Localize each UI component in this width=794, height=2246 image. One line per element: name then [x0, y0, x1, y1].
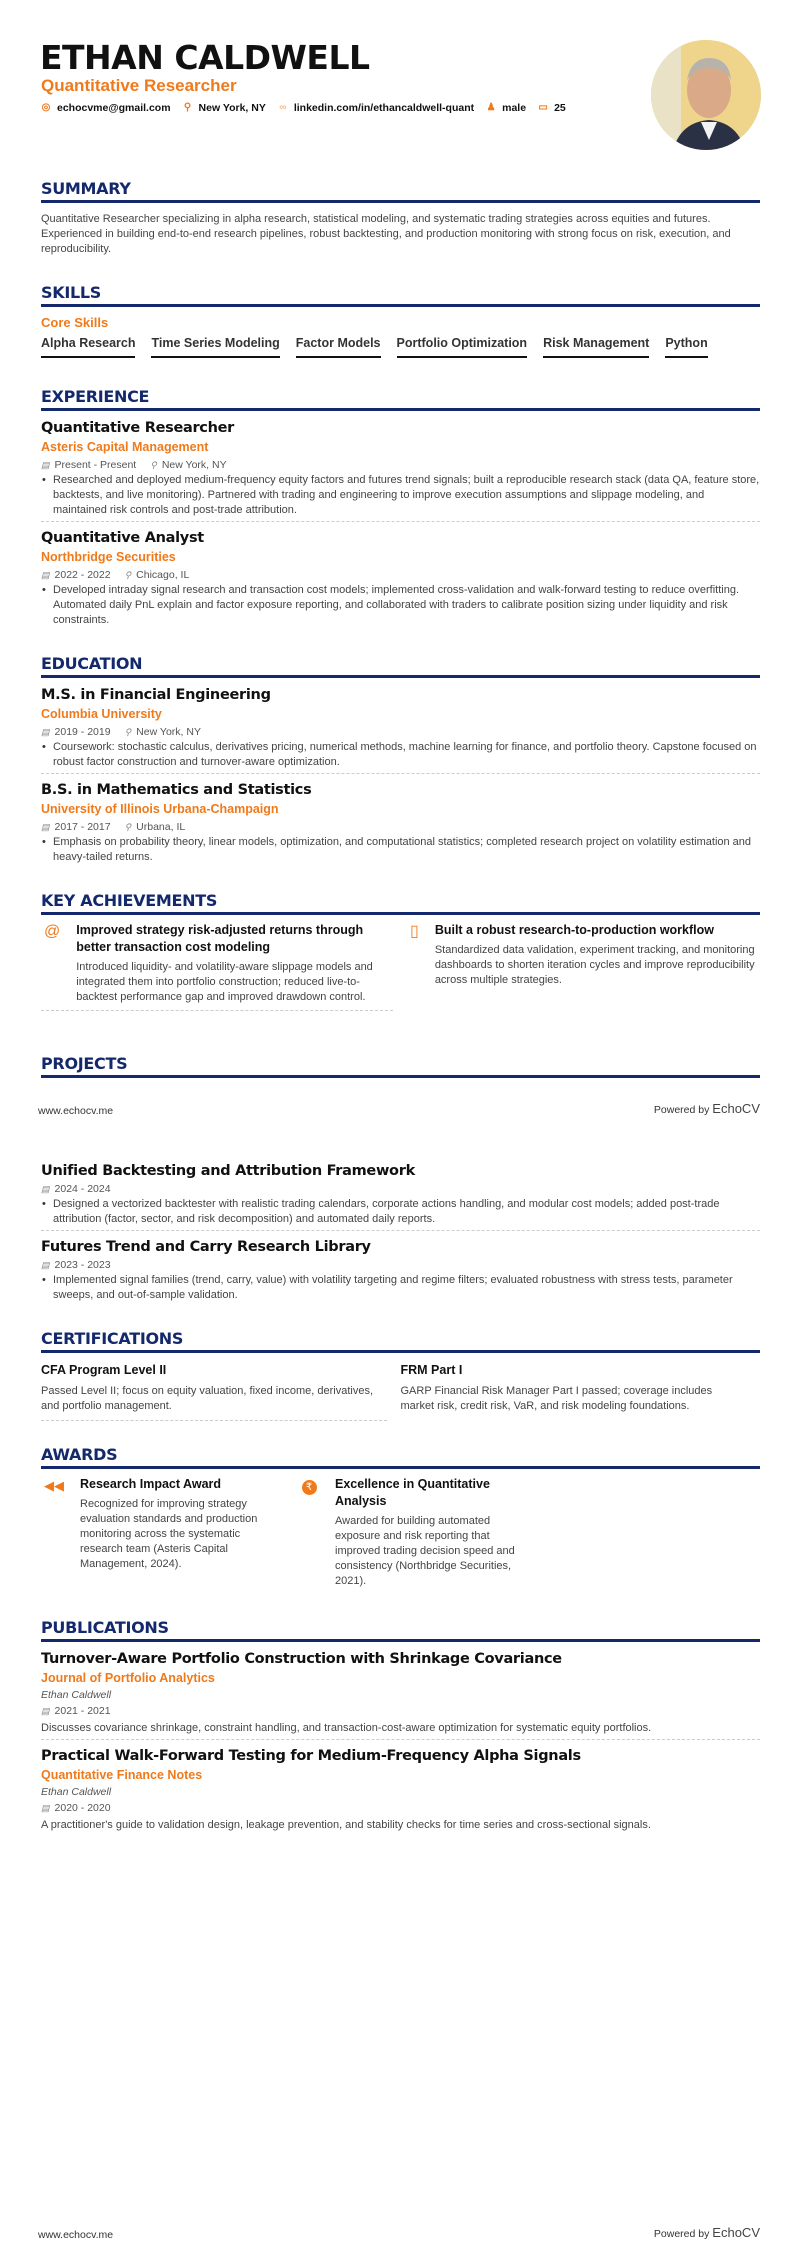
projects-list [41, 1161, 760, 1312]
degree: B.S. in Mathematics and Statistics [41, 782, 312, 798]
publication-entry [41, 1746, 760, 1836]
section-heading: EDUCATION [41, 654, 760, 678]
skill-tag: Portfolio Optimization [397, 334, 528, 358]
skill-group-title: Core Skills [41, 315, 109, 330]
achievement-text: Standardized data validation, experiment tracking, and monitoring dashboards to shorten iteration cycles and improve reproducibility across multiple strategies. [434, 944, 755, 986]
certification-text: Passed Level II; focus on equity valuation, fixed income, derivatives, and portfolio management. [41, 1385, 374, 1412]
company-name: Northbridge Securities [41, 550, 176, 564]
contact-location [183, 100, 266, 116]
footer-powered-by [654, 1102, 760, 1117]
school-name: University of Illinois Urbana-Champaign [41, 802, 279, 816]
bullet-point: • Implemented signal families (trend, carry, value) with volatility targeting and regime filters; evaluated robustness with stress tests, parameter sweeps, and out-of-sample validation. [41, 1273, 760, 1303]
awards-section [41, 1445, 760, 1589]
dates: 2024 - 2024 [54, 1183, 111, 1195]
award-title: Research Impact Award [80, 1477, 222, 1491]
calendar-icon: ▭ [538, 102, 548, 113]
footer-site-link[interactable]: www.echocv.me [38, 1105, 114, 1117]
location: New York, NY [161, 459, 227, 471]
calendar-icon: ▤ [41, 460, 50, 470]
journal-name: Quantitative Finance Notes [41, 1768, 203, 1782]
publication-title: Practical Walk-Forward Testing for Medium-Frequency Alpha Signals [41, 1748, 581, 1764]
dates: Present - Present [54, 459, 137, 471]
skills-section [41, 283, 760, 358]
certification-item [401, 1362, 747, 1421]
section-heading: SKILLS [41, 283, 760, 307]
brand-logo: EchoCV [712, 1101, 760, 1116]
dates: 2021 - 2021 [54, 1705, 111, 1717]
education-entry [41, 685, 760, 774]
calendar-icon: ▤ [41, 1706, 50, 1716]
powered-label: Powered by [653, 1104, 710, 1116]
award-item [41, 1476, 296, 1589]
person-icon: ♟ [486, 102, 496, 113]
experience-entry [41, 418, 760, 522]
achievement-text: Introduced liquidity- and volatility-aware slippage models and integrated them into portfolio construction; reduced live-to-backtest performance gap and improved drawdown control. [76, 961, 373, 1003]
publication-title: Turnover-Aware Portfolio Construction with Shrinkage Covariance [41, 1651, 562, 1667]
email-icon: ◎ [41, 102, 51, 113]
author: Ethan Caldwell [41, 1786, 112, 1798]
footer-site-link[interactable]: www.echocv.me [38, 2229, 114, 2241]
dates: 2019 - 2019 [54, 726, 111, 738]
section-heading: EXPERIENCE [41, 387, 760, 411]
footer-powered-by [654, 2226, 760, 2241]
award-title: Excellence in Quantitative Analysis [335, 1477, 490, 1508]
journal-name: Journal of Portfolio Analytics [41, 1671, 215, 1685]
company-name: Asteris Capital Management [41, 440, 209, 454]
at-icon: @ [44, 923, 61, 940]
dates: 2020 - 2020 [54, 1802, 111, 1814]
achievement-item [407, 922, 759, 1011]
contact-bar [41, 100, 566, 116]
calendar-icon: ▤ [41, 727, 50, 737]
bullet-point: • Researched and deployed medium-frequency equity factors and futures trend signals; built a reproducible research stack (data QA, feature store, backtests, and live monitoring). Partnered with trading and engineering to improve execution assumptions and slippage modeling, and maintained risk controls and post-trade attribution. [41, 473, 760, 518]
section-heading: AWARDS [41, 1445, 760, 1469]
achievement-title: Improved strategy risk-adjusted returns through better transaction cost modeling [76, 923, 364, 954]
bullet-point: • Emphasis on probability theory, linear models, optimization, and computational statistics; completed research project on volatility estimation and heavy-tailed returns. [41, 835, 760, 865]
link-icon: ∞ [279, 102, 287, 113]
profile-photo [651, 40, 761, 150]
calendar-icon: ▤ [41, 1184, 50, 1194]
contact-age [538, 100, 566, 116]
school-name: Columbia University [41, 707, 162, 721]
powered-label: Powered by [653, 2228, 710, 2240]
projects-section [41, 1054, 760, 1078]
contact-text: linkedin.com/in/ethancaldwell-quant [293, 102, 475, 114]
contact-text: echocvme@gmail.com [57, 102, 171, 114]
publications-section [41, 1618, 760, 1842]
skill-tag: Alpha Research [41, 334, 135, 358]
dates: 2023 - 2023 [54, 1259, 111, 1271]
location-icon: ⚲ [124, 727, 132, 737]
summary-section [41, 179, 760, 257]
location-icon: ⚲ [183, 102, 192, 113]
certification-title: CFA Program Level II [41, 1363, 167, 1377]
education-section [41, 654, 760, 874]
award-text: Awarded for building automated exposure and risk reporting that improved trading decision speed and consistency (Northbridge Securities, 2021). [335, 1515, 515, 1587]
skill-tag: Time Series Modeling [151, 334, 279, 358]
candidate-name: ETHAN CALDWELL [40, 38, 370, 77]
achievement-title: Built a robust research-to-production workflow [434, 923, 714, 937]
contact-gender [486, 100, 526, 116]
publication-text: A practitioner's guide to validation design, leakage prevention, and stability checks for time series and cross-sectional signals. [41, 1819, 651, 1831]
mobile-icon: ▯ [410, 923, 419, 940]
project-title: Futures Trend and Carry Research Library [41, 1239, 371, 1255]
contact-text: male [502, 102, 527, 114]
calendar-icon: ▤ [41, 570, 50, 580]
skill-tag: Factor Models [296, 334, 381, 358]
location-icon: ⚲ [150, 460, 157, 470]
calendar-icon: ▤ [41, 822, 50, 832]
section-heading: PROJECTS [41, 1054, 760, 1078]
job-title: Quantitative Analyst [41, 530, 204, 546]
contact-text: 25 [554, 102, 566, 114]
bullet-point: • Coursework: stochastic calculus, derivatives pricing, numerical methods, machine learning for finance, and portfolio theory. Capstone focused on robust factor construction and turnover-aware optimization. [41, 740, 760, 770]
project-entry [41, 1237, 760, 1306]
section-heading: CERTIFICATIONS [41, 1329, 760, 1353]
section-heading: SUMMARY [41, 179, 760, 203]
project-title: Unified Backtesting and Attribution Framework [41, 1163, 415, 1179]
candidate-role: Quantitative Researcher [41, 76, 237, 95]
award-text: Recognized for improving strategy evaluation standards and production monitoring across the systematic research team (Asteris Capital Management, 2024). [80, 1498, 258, 1570]
location: New York, NY [136, 726, 201, 738]
location-icon: ⚲ [124, 822, 132, 832]
job-title: Quantitative Researcher [41, 420, 235, 436]
calendar-icon: ▤ [41, 1803, 50, 1813]
achievements-section [41, 891, 760, 1011]
location: Urbana, IL [136, 821, 186, 833]
skill-tag: Python [665, 334, 707, 358]
contact-linkedin[interactable] [278, 100, 474, 116]
section-heading: KEY ACHIEVEMENTS [41, 891, 760, 915]
certifications-section [41, 1329, 760, 1421]
experience-entry [41, 528, 760, 631]
skill-tag: Risk Management [543, 334, 649, 358]
bullet-point: • Developed intraday signal research and transaction cost models; implemented cross-validation and walk-forward testing to reduce overfitting. Automated daily PnL explain and factor exposure reporting, and collaborated with traders to calibrate position sizing under liquidity and risk constraints. [41, 583, 760, 628]
rewind-icon: ◀◀ [44, 1478, 64, 1493]
award-item [296, 1476, 551, 1589]
bullet-point: • Designed a vectorized backtester with realistic trading calendars, corporate actions handling, and modular cost models; added post-trade attribution (factor, sector, and risk decomposition) and automated daily reports. [41, 1197, 760, 1227]
achievement-item [41, 922, 393, 1011]
dates: 2017 - 2017 [54, 821, 111, 833]
brand-logo: EchoCV [712, 2225, 760, 2240]
certification-title: FRM Part I [400, 1363, 463, 1377]
rupee-icon: ₹ [299, 1476, 319, 1589]
section-heading: PUBLICATIONS [41, 1618, 760, 1642]
dates: 2022 - 2022 [54, 569, 111, 581]
certification-text: GARP Financial Risk Manager Part I passed; coverage includes market risk, credit risk, VaR, and risk modeling foundations. [400, 1385, 713, 1412]
calendar-icon: ▤ [41, 1260, 50, 1270]
contact-text: New York, NY [198, 102, 266, 114]
publication-text: Discusses covariance shrinkage, constraint handling, and transaction-cost-aware optimization for systematic equity portfolios. [41, 1722, 652, 1734]
education-entry [41, 780, 760, 868]
author: Ethan Caldwell [41, 1689, 112, 1701]
location: Chicago, IL [136, 569, 190, 581]
experience-section [41, 387, 760, 637]
contact-email[interactable] [41, 100, 171, 116]
location-icon: ⚲ [124, 570, 132, 580]
certification-item [41, 1362, 387, 1421]
publication-entry [41, 1649, 760, 1740]
summary-text: Quantitative Researcher specializing in alpha research, statistical modeling, and systematic trading strategies across equities and futures. Experienced in building end-to-end research pipelines, robust backtesting, and production monitoring with strong focus on risk, execution, and reproducibility. [41, 213, 731, 255]
degree: M.S. in Financial Engineering [41, 687, 271, 703]
project-entry [41, 1161, 760, 1231]
